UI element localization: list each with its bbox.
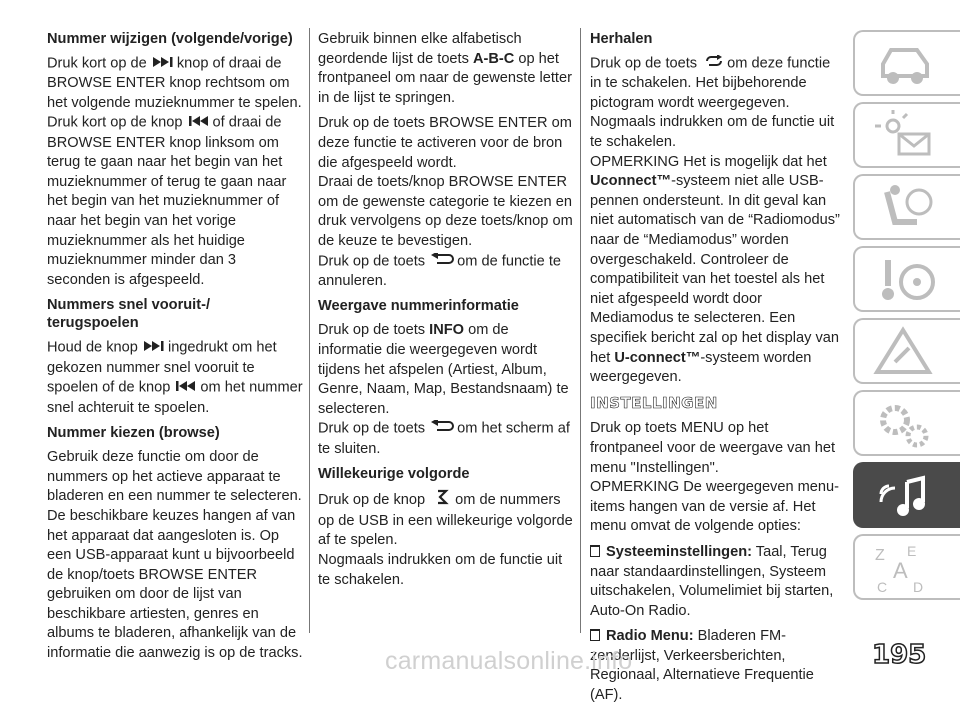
paragraph-close-screen xyxy=(318,419,575,459)
bullet-icon xyxy=(590,545,600,557)
tab-index[interactable] xyxy=(853,534,960,600)
text: -systeem niet alle USB-pennen ondersteunt. In dit geval kan niet automatisch van de “Radiomodus” naar de “Mediamodus” worden overgeschakeld. Controleer de compatibiliteit van het toestel als het niet afgespeeld wordt door Mediamodus te selecteren. Een specifiek bericht zal op het display van het xyxy=(590,173,840,366)
text: Druk op de toets xyxy=(318,322,426,339)
repeat-icon xyxy=(703,54,725,74)
text: knop of draai de BROWSE ENTER knop rechtsom om het volgende muzieknummer te spelen. Druk kort op de knop xyxy=(47,55,302,132)
text: om deze functie in te schakelen. Het bijbehorende pictogram wordt weergegeven. xyxy=(590,55,831,111)
tab-key-steering[interactable] xyxy=(853,246,960,312)
warning-lights-icon xyxy=(873,110,943,164)
next-track-icon xyxy=(144,338,166,358)
paragraph-info xyxy=(318,321,575,419)
text: Druk op de toets xyxy=(318,253,426,270)
text: om het scherm af te sluiten. xyxy=(318,421,570,457)
paragraph-shuffle xyxy=(318,489,575,551)
back-arrow-icon xyxy=(431,419,455,439)
text: om de functie te annuleren. xyxy=(318,253,561,289)
text: Gebruik binnen elke alfabetisch geordende lijst de toets xyxy=(318,31,522,67)
info-key-label: INFO xyxy=(429,322,465,339)
tab-car[interactable] xyxy=(853,30,960,96)
paragraph-note-menu: OPMERKING De weergegeven menu-items hangen van de versie af. Het menu omvat de volgende opties: xyxy=(590,479,840,535)
paragraph-change-track xyxy=(47,54,303,290)
heading-track-info: Weergave nummerinformatie xyxy=(318,298,519,315)
column-2 xyxy=(318,30,575,596)
tab-breakdown[interactable] xyxy=(853,318,960,384)
column-divider-right xyxy=(580,28,581,633)
back-arrow-icon xyxy=(431,252,455,272)
car-icon xyxy=(873,38,943,92)
text: of draai de BROWSE ENTER knop linksom om terug te gaan naar het begin van het muzieknummer of terug te gaan naar het begin van het muzieknummer of naar het begin van het vorige muzieknummer als het huidige muzieknummer minder dan 3 seconden is afgespeeld. xyxy=(47,115,287,288)
paragraph-fast-forward-rewind xyxy=(47,338,303,418)
text: om de informatie die weergegeven wordt tijdens het afspelen (Artiest, Album, Genre, Naam, Map, Bestandsnaam) te selecteren. xyxy=(318,322,569,417)
shuffle-icon xyxy=(431,489,453,512)
airbag-seat-icon xyxy=(873,182,943,236)
heading-fast-forward-rewind: Nummers snel vooruit-/ terugspoelen xyxy=(47,297,210,332)
uconnect-label: Uconnect™ xyxy=(590,173,672,190)
paragraph-repeat-off: Nogmaals indrukken om de functie uit te schakelen. xyxy=(590,114,835,151)
service-gears-icon xyxy=(873,398,943,452)
paragraph-browse-rotate: Draai de toets/knop BROWSE ENTER om de gewenste categorie te kiezen en druk vervolgens op deze toets/knop om de keuze te bevestigen. xyxy=(318,174,573,249)
text: om de nummers op de USB in een willekeurige volgorde af te spelen. xyxy=(318,492,573,549)
previous-track-icon xyxy=(176,378,198,398)
paragraph-menu: Druk op toets MENU op het frontpaneel voor de weergave van het menu "Instellingen". xyxy=(590,420,836,476)
svg-text:Z: Z xyxy=(875,547,885,564)
tab-multimedia[interactable] xyxy=(853,462,960,528)
chapter-sidebar xyxy=(853,30,960,610)
abc-key-label: A-B-C xyxy=(472,50,515,67)
text: OPMERKING Het is mogelijk dat het xyxy=(590,153,827,170)
bullet-label: Systeeminstellingen: xyxy=(606,543,752,560)
heading-change-track: Nummer wijzigen (volgende/vorige) xyxy=(47,31,293,47)
page-number: 195 xyxy=(872,640,927,670)
svg-text:E: E xyxy=(907,543,917,559)
paragraph-abc xyxy=(318,30,575,108)
bullet-label: Radio Menu: xyxy=(606,628,694,645)
key-steering-icon xyxy=(873,254,943,308)
svg-text:A: A xyxy=(893,558,908,583)
column-3 xyxy=(590,30,842,712)
text: Druk op de toets xyxy=(318,421,426,437)
paragraph-repeat xyxy=(590,54,842,113)
bullet-icon xyxy=(590,629,600,641)
text: Houd de knop xyxy=(47,340,138,357)
bullet-system-settings xyxy=(590,543,842,621)
column-divider-left xyxy=(309,28,310,633)
paragraph-browse: Gebruik deze functie om door de nummers op het actieve apparaat te bladeren en een nummer te selecteren. De beschikbare keuzes hangen af van het apparaat dat aangesloten is. Op een USB-apparaat kunt u bijvoorbeeld de knop/toets BROWSE ENTER gebruiken om door de lijst van beschikbare artiesten, genres en albums te bladeren, afhankelijk van de informatie die aanwezig is op de tracks. xyxy=(47,449,303,662)
paragraph-browse-enter: Druk op de toets BROWSE ENTER om deze functie te activeren voor de bron die afgespeeld wordt. xyxy=(318,115,572,171)
multimedia-music-icon xyxy=(873,470,943,524)
text: Druk op de toets xyxy=(590,55,698,72)
tab-service[interactable] xyxy=(853,390,960,456)
paragraph-shuffle-off: Nogmaals indrukken om de functie uit te schakelen. xyxy=(318,551,563,588)
previous-track-icon xyxy=(189,113,211,133)
text: Bladeren FM-zenderlijst, Verkeersberichten, Regionaal, Alternatieve Frequentie (AF). xyxy=(590,628,814,704)
index-letters-icon xyxy=(873,542,943,596)
paragraph-cancel xyxy=(318,252,575,292)
text: Druk op de knop xyxy=(318,492,426,509)
tab-warning-lights[interactable] xyxy=(853,102,960,168)
text: ingedrukt om het gekozen nummer snel vooruit te spoelen of de knop xyxy=(47,340,277,396)
heading-shuffle: Willekeurige volgorde xyxy=(318,466,470,483)
text: om het nummer snel achteruit te spoelen. xyxy=(47,379,303,416)
watermark: carmanualsonline.info xyxy=(385,647,633,675)
svg-text:C: C xyxy=(877,579,888,595)
heading-browse: Nummer kiezen (browse) xyxy=(47,425,220,442)
tab-airbag-seat[interactable] xyxy=(853,174,960,240)
heading-repeat: Herhalen xyxy=(590,31,653,47)
next-track-icon xyxy=(153,54,175,74)
text: Taal, Terug naar standaardinstellingen, Systeem uitschakelen, Volumelimiet bij starten, Auto-On Radio. xyxy=(590,543,834,619)
breakdown-triangle-icon xyxy=(873,326,943,380)
svg-text:D: D xyxy=(913,579,924,595)
paragraph-note-usb xyxy=(590,153,842,388)
section-title-settings: INSTELLINGEN xyxy=(590,393,718,412)
text: Druk kort op de xyxy=(47,55,147,72)
text: -systeem worden weergegeven. xyxy=(590,349,812,386)
column-1 xyxy=(47,30,303,670)
text: op het frontpaneel om naar de gewenste letter in de lijst te springen. xyxy=(318,50,572,106)
uconnect-label: U-connect™ xyxy=(614,349,701,366)
